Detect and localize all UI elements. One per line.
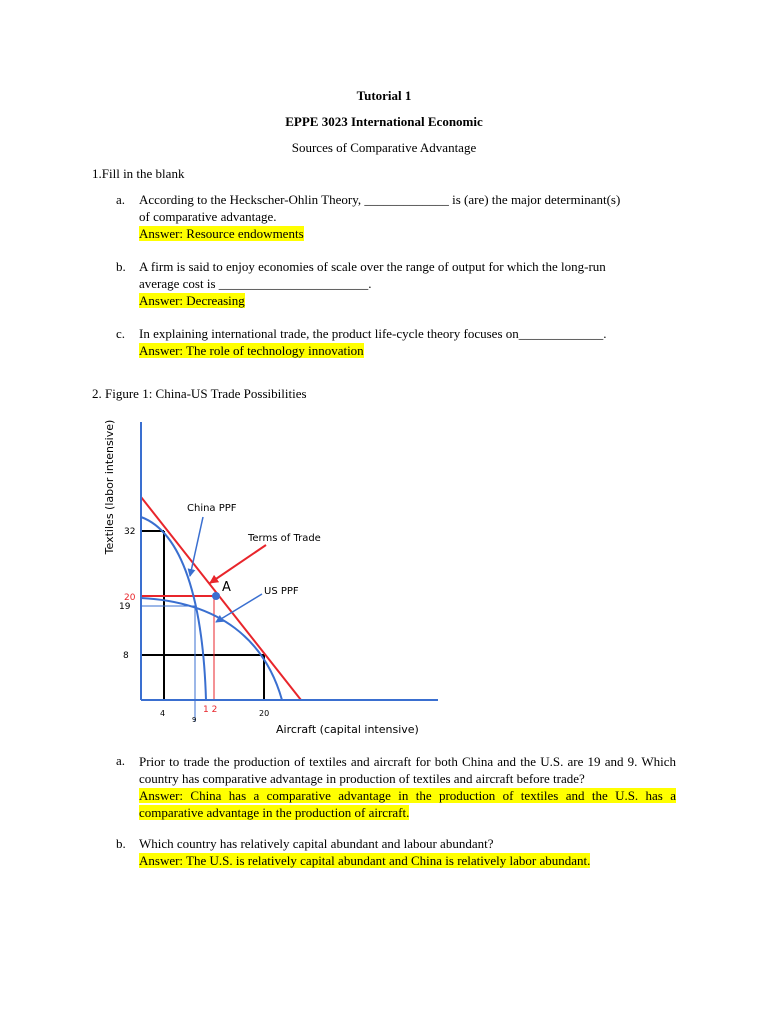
terms-of-trade-arrow (210, 545, 266, 583)
question-line: average cost is _______________________. (139, 276, 372, 291)
us-ppf-label: US PPF (264, 586, 299, 597)
us-ppf-arrow (216, 594, 262, 622)
terms-of-trade-label: Terms of Trade (248, 533, 321, 544)
x-tick-label: 20 (259, 709, 270, 718)
question-line: of comparative advantage. (139, 209, 277, 224)
y-tick-label: 32 (124, 527, 136, 537)
y-tick-label: 8 (123, 651, 129, 661)
y-tick-label: 19 (119, 602, 131, 612)
answer-text: Answer: China has a comparative advantage in the production of textiles and the U.S. has a comparative advantage in the production of aircraft. (139, 788, 676, 820)
answer-text: Answer: The U.S. is relatively capital abundant and China is relatively labor abundant. (139, 853, 591, 868)
course-title: EPPE 3023 International Economic (285, 114, 483, 129)
page-title: Tutorial 1 (356, 88, 412, 103)
x-axis-label: Aircraft (capital intensive) (276, 723, 419, 736)
item-letter: a. (116, 192, 126, 207)
answer-text: Answer: Resource endowments (139, 226, 304, 241)
section1-heading: 1.Fill in the blank (92, 166, 185, 181)
reference-lines (141, 531, 264, 700)
topic-title: Sources of Comparative Advantage (291, 140, 477, 155)
question-text: Which country has relatively capital abundant and labour abundant? (139, 836, 494, 851)
trade-point-a (212, 592, 220, 600)
x-tick-label: 4 (160, 709, 166, 718)
question-text: Prior to trade the production of textiles and aircraft for both China and the U.S. are 19 and 9. Which country has comparative advantage in production of textiles and aircraft before trade? (139, 754, 676, 786)
china-ppf-label: China PPF (187, 503, 237, 514)
x-tick-label: 9 (192, 716, 197, 724)
section2-heading: 2. Figure 1: China-US Trade Possibilities (92, 386, 307, 401)
item-letter: a. (116, 753, 126, 768)
item-letter: b. (116, 259, 126, 274)
answer-text: Answer: Decreasing (139, 293, 245, 308)
item-letter: b. (116, 836, 126, 851)
point-a-label: A (222, 580, 231, 595)
question-line: According to the Heckscher-Ohlin Theory, _____________ is (are) the major determinant(s) (139, 192, 621, 207)
question-line: A firm is said to enjoy economies of scale over the range of output for which the long-run (139, 259, 606, 274)
y-axis-label: Textiles (labor intensive) (103, 419, 116, 555)
x-tick-label: 1 2 (203, 705, 218, 715)
item-letter: c. (116, 326, 126, 341)
answer-text: Answer: The role of technology innovation (139, 343, 364, 358)
y-tick-label: 20 (124, 593, 136, 603)
question-line: In explaining international trade, the product life-cycle theory focuses on_____________. (139, 326, 607, 341)
